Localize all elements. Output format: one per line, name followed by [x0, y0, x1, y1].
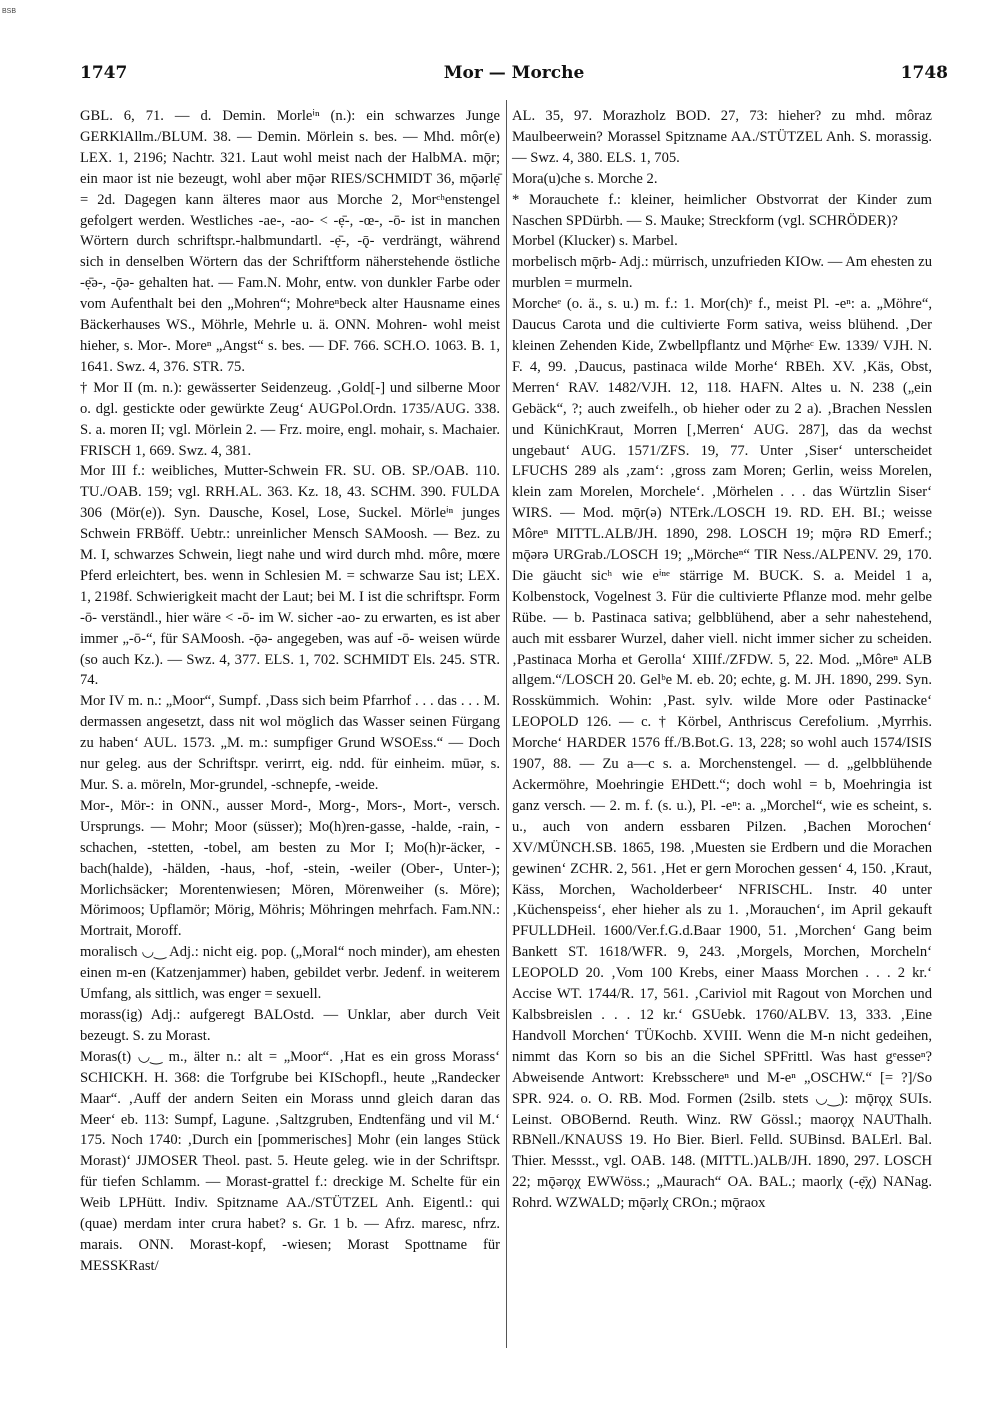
entry-morbelisch: morbelisch mǭrb- Adj.: mürrisch, unzufrieden KIOw. — Am ehesten zu murblen = murmeln.	[512, 254, 932, 292]
entry-mor-prefix: Mor-, Mör-: in ONN., ausser Mord-, Morg-, Mors-, Mort-, versch. Ursprungs. — Mohr; Moor (süsser); Mo(h)ren-gasse, -halde, -rain, -schachen, -stetten, -tobel, am besten zu Mor I; Mo(h)r-äcker, -bach(halde), -hälden, -haus, -hof, -stein, -weiler (Ober-, Unter-); Morlichsäcker; Morentenwiesen; Mören, Mörenweiher (s. Möre); Mörimoos; Upflamör; Mörig, Möhris; Möhringen mehrfach. Fam.NN.: Mortrait, Moroff.	[80, 797, 500, 940]
entry-mor-ii: † Mor II (m. n.): gewässerter Seidenzeug. ‚Gold[-] und silberne Moor o. dgl. gestickte oder gewürkte Zeug‘ AUGPol.Ordn. 1735/AUG. 338. S. a. moren II; vgl. Mörlein 2. — Frz. moire, engl. mohair, s. Machaier. FRISCH 1, 669. Swz. 4, 381.	[80, 379, 500, 459]
entry-morche: Morcheᵉ (o. ä., s. u.) m. f.: 1. Mor(ch)ᵉ f., meist Pl. -eⁿ: a. „Möhre“, Daucus Carota und die cultivierte Form sativa, weiss blühend. ‚Der kleinen Zehenden Kide, Zwbellpflantz und Mǭrheᶜ Ew. 1339/ VJH. N. F. 4, 99. ‚Daucus, pastinaca wilde Morhe‘ RBEh. XV. ‚Käs, Obst, Merren‘ RAV. 1482/VJH. 12, 118. HAFN. Altes u. N. 238 („ein Gebäck“, ?; auch zweifelh., ob hieher oder zu 2 a). ‚Brachen Nesslen und KünichKraut, Morren [‚Merren‘ AUG. 287], das da wechst ungebaut‘ AUG. 1571/ZFS. 19, 77. Unter ‚Siser‘ unterscheidet LFUCHS 289 als ‚zam‘: ‚gross zam Moren; Gerlin, weiss Morelen, klein zam Morelen, Morchele‘. ‚Mörhelen . . . das Würtzlin Siser‘ WIRS. — Mod. mǭr(ə) NTErk./LOSCH 19. RD. EH. BI.; weisse Môreⁿ MITTL.ALB/JH. 1890, 298. LOSCH 19; mǭrə RD Emerf.; mǭərə URGrab./LOSCH 19; „Mörcheⁿ“ TIR Ness./ALPENV. 29, 170. Die gäucht sicʰ wie eⁱⁿᵉ stärrige M. BUCK. S. a. Meidel 1 a, Kolbenstock, Vogelnest 3. Für die cultivierte Pflanze mod. mehr gelbe Rübe. — b. Pastinaca sativa; gelbblühend, aber a sehr nahestehend, auch mit essbarer Wurzel, daher viell. nicht immer sicher zu scheiden. ‚Pastinaca Morha et Gerolla‘ XIIIf./ZFDW. 5, 22. Mod. „Môreⁿ ALB allgem.“/LOSCH 20. Gelᵇe M. eb. 20; echte, g. M. JH. 1890, 299. Syn. Rosskümmich. Wohin: ‚Past. sylv. wilde More oder Pastinacke‘ LEOPOLD 126. — c. † Körbel, Anthriscus Cerefolium. ‚Myrrhis. Morche‘ HARDER 1576 ff./B.Bot.G. 13, 228; so wohl auch 1574/ISIS 1907, 88. — Zu a—c s. a. Morchenstengel. — d. „gelbblühende Ackermöhre, Moehringie EHDett.“; doch wohl = b, Moehringia ist ganz versch. — 2. m. f. (s. u.), Pl. -eⁿ: a. „Morchel“, wie es scheint, s. u., auch von andern essbaren Pilzen. ‚Bachen Morochen‘ XV/MÜNCH.SB. 1865, 198. ‚Muesten sie Erdbern und die Morachen gewinen‘ ZCHR. 2, 561. ‚Het er gern Morochen gessen‘ 4, 150. ‚Kraut, Käss, Morchen, Wacholderbeer‘ NFRISCHL. Instr. 40 unter ‚Küchenspeiss‘, eher hieher als zu 1. ‚Morauchen‘, im April gekauft PFULLDHeil. 1600/Ver.f.G.d.Baar 1900, 51. ‚Morchen‘ Gang beim Bankett ST. 1618/WFR. 9, 243. ‚Morgels, Morchen, Morcheln‘ LEOPOLD 20. ‚Vom 100 Krebs, einer Maass Morchen . . . 2 kr.‘ Accise WT. 1744/R. 17, 561. ‚Cariviol mit Ragout von Morchen und Kalbsbreislen . . . 12 kr.‘ GSUebk. 1760/ALBV. 13, 333. ‚Eine Handvoll Morchen‘ TÜKochb. XVIII. Wenn die M-n nicht gedeihen, nimmt das Korn so bis an die Sichel SPFrittl. Was hast gᵉesseⁿ? Abweisende Antwort: Krebsschereⁿ und M-eⁿ „OSCHW.“ [= ?]/So SPR. 924. o. O. RB. Mod. Formen (2silb. stets ◡‿): mǭrǫχ SUIs. Leinst. OBOBernd. Reuth. Winz. RW Gössl.; maorǫχ NAUThalh. RBNell./KNAUSS 19. Ho Bier. Bierl. Felld. SUBinsd. BALErl. Bal. Thier. Messst., vgl. OAB. 148. (MITTL.)ALB/JH. 1890, 297. LOSCH 22; mǭərǫχ EWWöss.; „Maurach“ OA. BAL.; maorlχ (-ẹ̄χ) NANag. Rohrd. WZWALD; mǭərlχ CROn.; mǭraox	[512, 296, 932, 1212]
page-number-left: 1747	[80, 63, 128, 83]
entry-morast: Moras(t) ◡‿ m., älter n.: alt = „Moor“. ‚Hat es ein gross Morass‘ SCHICKH. H. 368: die Torfgrube bei KISchopfl., heute „Randecker Maar“. ‚Auff der andern Seiten ein Morass unnd gleich daran das Meer‘ eb. 113: Sumpf, Lagune. ‚Saltzgruben, Endtenfäng und vil M.‘ 175. Noch 1740: ‚Durch ein [pommerisches] Mohr (ein langes Stück Morast)‘ JJMOSER Theol. past. 5. Heute geleg. wie in der Schriftspr. für tiefen Schlamm. — Morast-grattel f.: dreckige M. Schelte für ein Weib LPHütt. Indiv. Spitzname AA./STÜTZEL Anh. Eigentl.: qui (quae) merdam inter crura habet? s. Gr. 1 b. — Afrz. maresc, nfrz. marais. ONN. Morast-kopf, -wiesen; Morast Spottname für MESSKRast/	[80, 1048, 500, 1274]
entry-morauchete: * Morauchete f.: kleiner, heimlicher Obstvorrat der Kinder zum Naschen SPDürbh. — S. Mauke; Streckform (vgl. SCHRÖDER)?	[512, 191, 932, 229]
entry-morassig: morass(ig) Adj.: aufgeregt BALOstd. — Unklar, aber durch Veit bezeugt. S. zu Morast.	[80, 1006, 500, 1044]
page-number-right: 1748	[900, 63, 948, 83]
left-column	[80, 106, 500, 1277]
page-header	[80, 63, 948, 89]
library-stamp: BSB	[2, 8, 17, 15]
column-divider	[506, 100, 507, 1348]
right-column	[512, 106, 932, 1214]
running-title: Mor — Morche	[443, 63, 585, 83]
entry-mor-iii: Mor III f.: weibliches, Mutter-Schwein FR. SU. OB. SP./OAB. 110. TU./OAB. 159; vgl. RRH.AL. 363. Kz. 18, 43. SCHM. 390. FULDA 306 (Mör(e)). Syn. Dausche, Kosel, Lose, Suckel. Mörleⁱⁿ junges Schwein FRBöff. Uebtr.: unreinlicher Mensch SAMoosh. — Bez. zu M. I, schwarzes Schwein, liegt nahe und wird durch mhd. môre, mœre Pferd erleichtert, bes. wenn in Schlesien M. = schwarze Sau ist; LEX. 1, 2198f. Schwierigkeit macht der Laut; bei M. I ist die schriftspr. Form -ō- verständl., hier wäre < -ō- im W. sicher -ao- zu erwarten, es ist aber immer „-ō-“, für SAMoosh. -ǭə- angegeben, was auf -ō- weisen würde (so auch Kz.). — Swz. 4, 377. ELS. 1, 702. SCHMIDT Els. 245. STR. 74.	[80, 463, 500, 689]
entry-moralisch: moralisch ◡‿ Adj.: nicht eig. pop. („Moral“ noch minder), am ehesten einen m-en (Katzenjammer) haben, gebildet verbr. Jedenf. in weiterem Umfang, als sittlich, was enger = sexuell.	[80, 944, 500, 1003]
entry-morbel: Morbel (Klucker) s. Marbel.	[512, 233, 678, 250]
entry-paragraph: GBL. 6, 71. — d. Demin. Morleⁱⁿ (n.): ein schwarzes Junge GERKlAllm./BLUM. 38. — Demin. Mörlein s. bes. — Mhd. môr(e) LEX. 1, 2196; Nachtr. 321. Laut wohl meist nach der HalbMA. mǭr; ein maor ist nie bezeugt, wohl aber mǭər RIES/SCHMIDT 36, mǭərlẹ̄ = 2d. Dagegen kann älteres maor aus Morche 2, Morᶜʰenstengel gefolgert werden. Westliches -ae-, -ao- < -ẹ̄-, -œ-, -ō- ist in manchen Wörtern durch schriftspr.-halbmundartl. -ẹ̄-, -ǭ- verdrängt, während sich in denselben Wörtern das der Schriftform näherstehende östliche -ẹ̄ə-, -ǭə- gehalten hat. — Fam.N. Mohr, entw. von dunkler Farbe oder vom Aufenthalt bei den „Mohren“; Mohreⁿbeck alter Hausname eines Bäckerhauses WS., Möhrle, Mehrle u. ä. ONN. Mohren- wohl meist hieher, s. Mor-. Moreⁿ „Angst“ s. bes. — DF. 766. SCH.O. 1063. B. 1, 1641. Swz. 4, 376. STR. 75.	[80, 108, 500, 375]
entry-mor-iv: Mor IV m. n.: „Moor“, Sumpf. ‚Dass sich beim Pfarrhof . . . das . . . M. dermassen angesetzt, dass nit wol möglich das Wasser seinen Fürgang zu haben‘ AUL. 1573. „M. m.: sumpfiger Grund WSOEss.“ — Doch nur geleg. aus der Schriftspr. verirrt, eig. ndd. für einheim. mūər, s. Mur. S. a. möreln, Mor-grundel, -schnepfe, -weide.	[80, 693, 500, 793]
entry-moranche: Mora(u)che s. Morche 2.	[512, 170, 658, 187]
entry-paragraph: AL. 35, 97. Morazholz BOD. 27, 73: hieher? zu mhd. môraz Maulbeerwein? Morassel Spitzname AA./STÜTZEL Anh. S. morassig. — Swz. 4, 380. ELS. 1, 705.	[512, 108, 932, 166]
